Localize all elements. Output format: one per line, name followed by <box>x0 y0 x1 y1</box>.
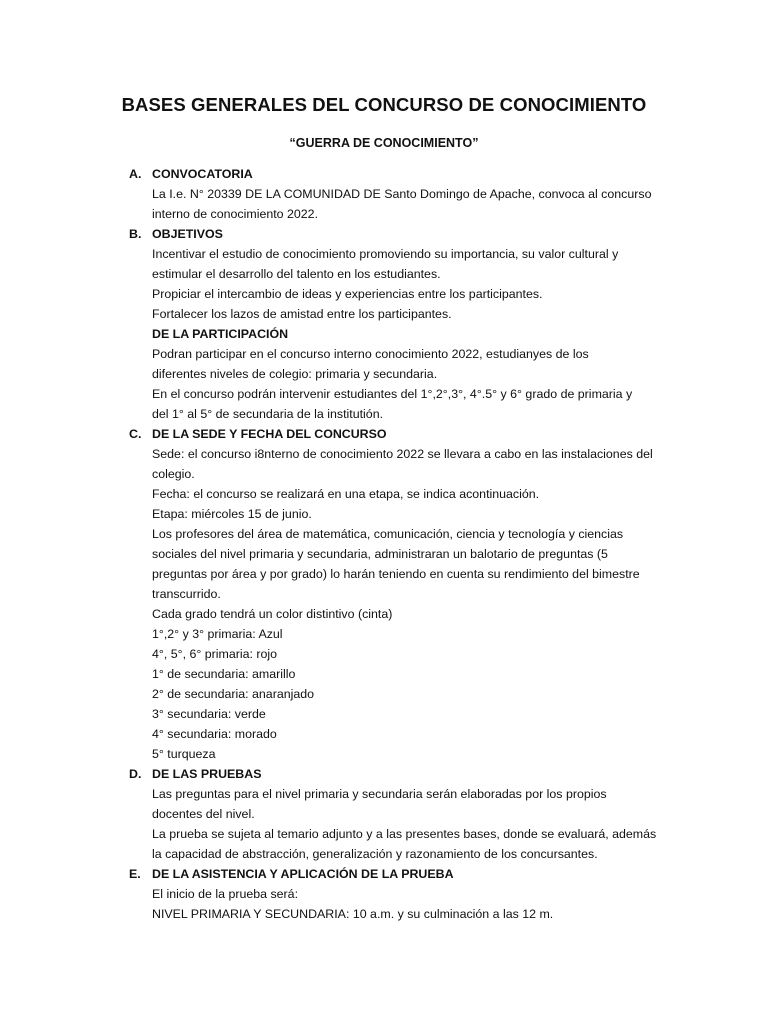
section-heading <box>129 764 749 784</box>
section-de-la-asistencia-y-aplicaci-n-de-la-prueba <box>129 864 749 924</box>
paragraph-line: 4°, 5°, 6° primaria: rojo <box>152 647 278 661</box>
paragraph-line: interno de conocimiento 2022. <box>152 207 319 221</box>
paragraph-line: estimular el desarrollo del talento en los estudiantes. <box>152 267 441 281</box>
section-de-la-sede-y-fecha-del-concurso <box>129 424 749 764</box>
section-letter: B. <box>129 227 142 241</box>
paragraph-line: sociales del nivel primaria y secundaria, administraran un balotario de preguntas (5 <box>152 547 608 561</box>
paragraph-line: 1° de secundaria: amarillo <box>152 667 296 681</box>
paragraph-line: la capacidad de abstracción, generalización y razonamiento de los concursantes. <box>152 847 598 861</box>
paragraph-line: 5° turqueza <box>152 747 216 761</box>
paragraph-line: Fecha: el concurso se realizará en una etapa, se indica acontinuación. <box>152 487 540 501</box>
paragraph-line: Los profesores del área de matemática, comunicación, ciencia y tecnología y ciencias <box>152 527 624 541</box>
paragraph-line: El inicio de la prueba será: <box>152 887 299 901</box>
section-title: DE LA ASISTENCIA Y APLICACIÓN DE LA PRUEBA <box>152 867 454 881</box>
document-title: BASES GENERALES DEL CONCURSO DE CONOCIMIENTO <box>121 94 647 115</box>
paragraph-line: La I.e. N° 20339 DE LA COMUNIDAD DE Santo Domingo de Apache, convoca al concurso <box>152 187 652 201</box>
paragraph-line: Incentivar el estudio de conocimiento promoviendo su importancia, su valor cultural y <box>152 247 619 261</box>
paragraph-line: Cada grado tendrá un color distintivo (cinta) <box>152 607 393 621</box>
paragraph-line: del 1° al 5° de secundaria de la institutión. <box>152 407 384 421</box>
paragraph-line: NIVEL PRIMARIA Y SECUNDARIA: 10 a.m. y su culminación a las 12 m. <box>152 907 554 921</box>
paragraph-line: Sede: el concurso i8nterno de conocimiento 2022 se llevara a cabo en las instalaciones del <box>152 447 653 461</box>
section-heading <box>129 864 749 884</box>
section-title: CONVOCATORIA <box>152 167 253 181</box>
paragraph-line: Podran participar en el concurso interno conocimiento 2022, estudianyes de los <box>152 347 589 361</box>
section-letter: E. <box>129 867 141 881</box>
paragraph-line: Fortalecer los lazos de amistad entre los participantes. <box>152 307 452 321</box>
section-letter: C. <box>129 427 142 441</box>
section-title: DE LAS PRUEBAS <box>152 767 262 781</box>
section-objetivos <box>129 224 749 424</box>
section-title: OBJETIVOS <box>152 227 223 241</box>
paragraph-line: La prueba se sujeta al temario adjunto y a las presentes bases, donde se evaluará, además <box>152 827 657 841</box>
paragraph-line: Las preguntas para el nivel primaria y secundaria serán elaboradas por los propios <box>152 787 607 801</box>
document-body <box>129 164 749 924</box>
section-convocatoria <box>129 164 749 224</box>
section-title: DE LA SEDE Y FECHA DEL CONCURSO <box>152 427 387 441</box>
paragraph-line: En el concurso podrán intervenir estudiantes del 1°,2°,3°, 4°.5° y 6° grado de primaria y <box>152 387 633 401</box>
paragraph-line: 2° de secundaria: anaranjado <box>152 687 315 701</box>
section-letter: D. <box>129 767 142 781</box>
section-de-las-pruebas <box>129 764 749 864</box>
subsection-heading: DE LA PARTICIPACIÓN <box>152 327 289 341</box>
section-heading <box>129 424 749 444</box>
paragraph-line: transcurrido. <box>152 587 221 601</box>
paragraph-line: colegio. <box>152 467 195 481</box>
paragraph-line: Propiciar el intercambio de ideas y experiencias entre los participantes. <box>152 287 543 301</box>
paragraph-line: diferentes niveles de colegio: primaria y secundaria. <box>152 367 438 381</box>
paragraph-line: docentes del nivel. <box>152 807 255 821</box>
paragraph-line: Etapa: miércoles 15 de junio. <box>152 507 312 521</box>
paragraph-line: 3° secundaria: verde <box>152 707 266 721</box>
paragraph-line: 1°,2° y 3° primaria: Azul <box>152 627 283 641</box>
section-heading <box>129 164 749 184</box>
section-letter: A. <box>129 167 142 181</box>
section-heading <box>129 224 749 244</box>
document-subtitle: “GUERRA DE CONOCIMIENTO” <box>289 136 479 150</box>
paragraph-line: preguntas por área y por grado) lo harán teniendo en cuenta su rendimiento del bimestre <box>152 567 640 581</box>
paragraph-line: 4° secundaria: morado <box>152 727 277 741</box>
